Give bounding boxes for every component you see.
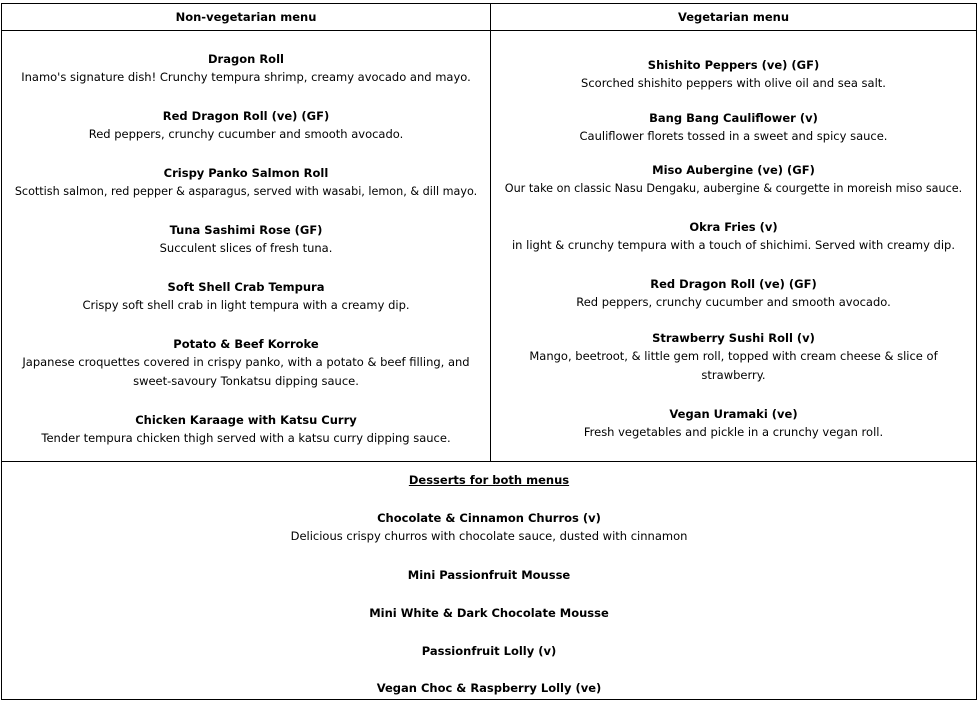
menu-item (491, 218, 976, 255)
veg-header: Vegetarian menu (677, 10, 790, 24)
menu-item (491, 405, 976, 442)
menu-item (491, 275, 976, 312)
dessert-item (2, 679, 976, 697)
menu-item (2, 411, 490, 448)
item-name: Tuna Sashimi Rose (GF) (169, 223, 323, 237)
item-desc: Inamo's signature dish! Crunchy tempura shrimp, creamy avocado and mayo. (21, 70, 471, 84)
item-name: Mini Passionfruit Mousse (407, 568, 571, 582)
item-name: Strawberry Sushi Roll (v) (652, 331, 815, 345)
item-name: Bang Bang Cauliflower (v) (649, 111, 818, 125)
item-name: Red Dragon Roll (ve) (GF) (162, 109, 330, 123)
item-desc: Tender tempura chicken thigh served with a katsu curry dipping sauce. (41, 431, 451, 445)
item-desc: Our take on classic Nasu Dengaku, aubergine & courgette in moreish miso sauce. (504, 182, 963, 195)
item-desc: Japanese croquettes covered in crispy panko, with a potato & beef filling, and sweet-savoury Tonkatsu dipping sauce. (22, 355, 470, 388)
item-name: Vegan Choc & Raspberry Lolly (ve) (376, 681, 602, 695)
menu-item (491, 109, 976, 146)
menu-item (491, 161, 976, 198)
item-name: Chocolate & Cinnamon Churros (v) (377, 511, 601, 525)
veg-column (491, 31, 976, 462)
dessert-item (2, 509, 976, 546)
item-name: Chicken Karaage with Katsu Curry (135, 413, 357, 427)
item-desc: Fresh vegetables and pickle in a crunchy vegan roll. (583, 425, 884, 439)
item-name: Red Dragon Roll (ve) (GF) (650, 277, 817, 291)
dessert-item (2, 642, 976, 660)
item-desc: Red peppers, crunchy cucumber and smooth avocado. (88, 127, 404, 141)
dessert-item (2, 566, 976, 584)
menu-item (2, 221, 490, 258)
item-desc: Succulent slices of fresh tuna. (159, 241, 333, 255)
item-name: Soft Shell Crab Tempura (167, 280, 325, 294)
menu-item (2, 335, 490, 391)
menu-item (2, 107, 490, 144)
item-desc: Cauliflower florets tossed in a sweet and spicy sauce. (579, 129, 888, 143)
menu-item (2, 278, 490, 315)
dessert-title: Desserts for both menus (408, 473, 570, 487)
item-name: Shishito Peppers (ve) (GF) (647, 58, 820, 72)
item-name: Passionfruit Lolly (v) (421, 644, 557, 658)
item-desc: Mango, beetroot, & little gem roll, topped with cream cheese & slice of strawberry. (529, 349, 938, 382)
item-name: Dragon Roll (208, 52, 284, 66)
menu-item (491, 56, 976, 93)
item-name: Miso Aubergine (ve) (GF) (652, 163, 815, 177)
menu-item (2, 164, 490, 201)
non-veg-header: Non-vegetarian menu (2, 4, 491, 30)
dessert-item (2, 604, 976, 622)
item-desc: Delicious crispy churros with chocolate sauce, dusted with cinnamon (290, 529, 688, 543)
header-row (2, 4, 976, 31)
item-desc: Scottish salmon, red pepper & asparagus, served with wasabi, lemon, & dill mayo. (14, 185, 478, 198)
item-name: Vegan Uramaki (ve) (669, 407, 798, 421)
item-name: Okra Fries (v) (689, 220, 778, 234)
item-name: Potato & Beef Korroke (173, 337, 319, 351)
item-desc: Red peppers, crunchy cucumber and smooth avocado. (576, 295, 891, 309)
dessert-section (2, 461, 976, 699)
item-desc: in light & crunchy tempura with a touch of shichimi. Served with creamy dip. (511, 238, 956, 252)
menu-item (2, 50, 490, 87)
non-veg-column (2, 31, 491, 462)
item-desc: Crispy soft shell crab in light tempura with a creamy dip. (82, 298, 410, 312)
item-name: Mini White & Dark Chocolate Mousse (369, 606, 609, 620)
menu-item (491, 329, 976, 385)
item-name: Crispy Panko Salmon Roll (163, 166, 329, 180)
item-desc: Scorched shishito peppers with olive oil and sea salt. (581, 76, 886, 90)
menu-table (1, 3, 977, 700)
